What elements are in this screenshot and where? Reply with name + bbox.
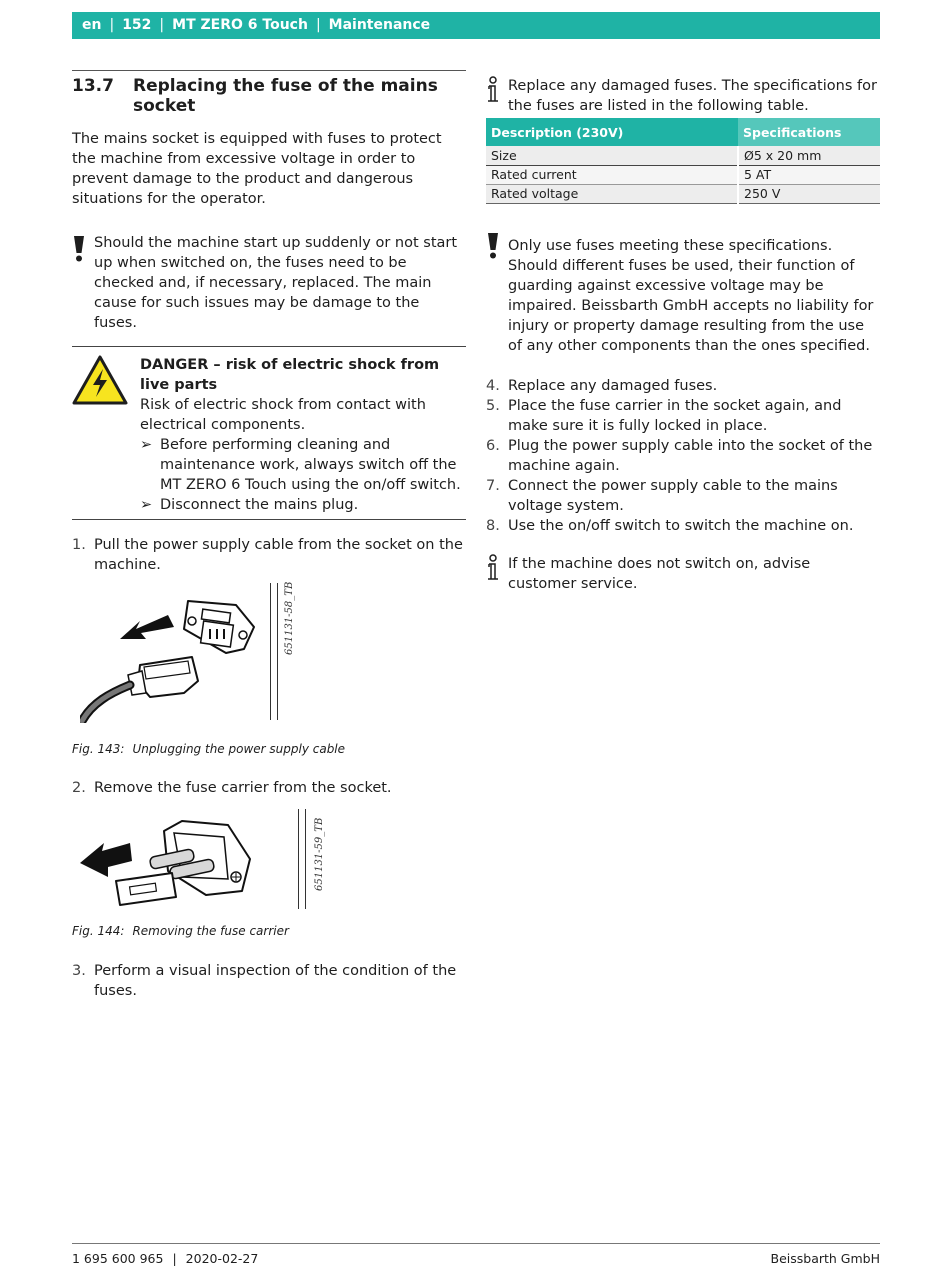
danger-instruction-text: Before performing cleaning and maintenance work, always switch off the MT ZERO 6 Touch using the on/off switch. [160,437,461,493]
step-item [486,436,880,476]
figure-divider-line [298,809,299,909]
figure-label: Fig. 144: [72,924,125,938]
electric-shock-warning-icon [72,355,140,515]
important-note-text: Should the machine start up suddenly or not start up when switched on, the fuses need to be checked and, if necessary, replaced. The main cause for such issues may be damage to the fuses. [94,235,458,331]
danger-subtitle: Risk of electric shock from contact with electrical components. [140,397,426,433]
step-number: 1. [72,537,86,553]
step-item [72,961,466,1001]
step-item [486,516,880,536]
figure-id: 651131-58_TB [284,581,295,655]
step-number: 8. [486,517,500,534]
unplugging-cable-illustration [80,589,260,723]
fuse-specification-table [486,118,880,204]
table-row [486,146,880,165]
info-icon [486,554,508,594]
info-note [486,76,880,116]
step-text: Use the on/off switch to switch the machine on. [508,517,854,534]
right-column [486,70,880,594]
step-text: Remove the fuse carrier from the socket. [94,780,392,796]
table-row [486,165,880,184]
header-page-number: 152 [122,17,152,33]
section-title: Replacing the fuse of the mains socket [133,76,438,116]
info-note-text: Replace any damaged fuses. The specifications for the fuses are listed in the following table. [508,78,877,114]
step-item [72,778,466,798]
step-number: 5. [486,397,500,414]
table-cell: 250 V [738,184,880,203]
info-icon [486,76,508,116]
danger-warning [72,346,466,520]
info-note [486,554,880,594]
left-column [72,70,466,1001]
footer-date: 2020-02-27 [185,1251,259,1266]
step-item [486,376,880,396]
step-text: Perform a visual inspection of the condition of the fuses. [94,963,457,999]
table-header-row [486,118,880,146]
step-text: Place the fuse carrier in the socket again, and make sure it is fully locked in place. [508,397,842,434]
step-number: 7. [486,477,500,494]
figure-unplugging-cable [72,583,466,723]
page-footer: 1 695 600 965 | 2020-02-27 Beissbarth GmbH [72,1251,880,1266]
table-cell: Ø5 x 20 mm [738,146,880,165]
section-heading [72,70,466,116]
figure-label: Fig. 143: [72,742,125,756]
step-item [72,535,466,575]
important-note [72,233,466,333]
section-number: 13.7 [72,76,114,96]
table-header-cell: Specifications [738,118,880,146]
steps-list-continued [486,376,880,536]
table-header-cell: Description (230V) [486,118,738,146]
step-number: 6. [486,437,500,454]
header-chapter: Maintenance [328,17,431,33]
figure-divider-line [277,583,278,720]
arrow-bullet-icon: ➢ [140,497,153,513]
danger-instruction [140,495,466,515]
arrow-bullet-icon: ➢ [140,437,153,453]
table-row [486,184,880,203]
figure-caption-text: Unplugging the power supply cable [132,742,346,756]
step-item [486,476,880,516]
page-header: en | 152 | MT ZERO 6 Touch | Maintenance [72,12,880,39]
figure-caption [72,741,466,757]
step-number: 2. [72,780,86,796]
step-text: Connect the power supply cable to the mains voltage system. [508,477,838,514]
exclamation-icon [72,233,94,333]
header-product: MT ZERO 6 Touch [172,17,308,33]
figure-divider-line [305,809,306,909]
step-number: 3. [72,963,86,979]
step-number: 4. [486,377,500,394]
step-text: Replace any damaged fuses. [508,377,718,394]
exclamation-icon [486,232,508,356]
figure-removing-fuse-carrier [72,809,466,909]
figure-caption [72,923,466,939]
figure-caption-text: Removing the fuse carrier [132,924,289,938]
header-language: en [82,17,102,33]
table-cell: Rated voltage [486,184,738,203]
table-cell: Rated current [486,165,738,184]
table-cell: Size [486,146,738,165]
footer-divider [72,1243,880,1244]
step-item [486,396,880,436]
figure-id: 651131-59_TB [314,817,325,891]
footer-doc-number: 1 695 600 965 [72,1251,164,1266]
info-note-text: If the machine does not switch on, advise customer service. [508,555,811,592]
danger-title: DANGER – risk of electric shock from live parts [140,357,440,393]
important-note [486,232,880,356]
step-text: Pull the power supply cable from the socket on the machine. [94,537,463,573]
step-text: Plug the power supply cable into the socket of the machine again. [508,437,873,474]
footer-company: Beissbarth GmbH [770,1251,880,1266]
figure-divider-line [270,583,271,720]
table-cell: 5 AT [738,165,880,184]
danger-instruction [140,435,466,495]
section-intro: The mains socket is equipped with fuses to protect the machine from excessive voltage in order to prevent damage to the product and dangerous situations for the operator. [72,131,442,207]
important-note-text: Only use fuses meeting these specifications. Should different fuses be used, their function of guarding against excessive voltage may be impaired. Beissbarth GmbH accepts no liability for injury or property damage resulting from the use of any other components than the ones specified. [508,237,874,354]
danger-instruction-text: Disconnect the mains plug. [160,497,359,513]
fuse-carrier-illustration [78,819,264,909]
